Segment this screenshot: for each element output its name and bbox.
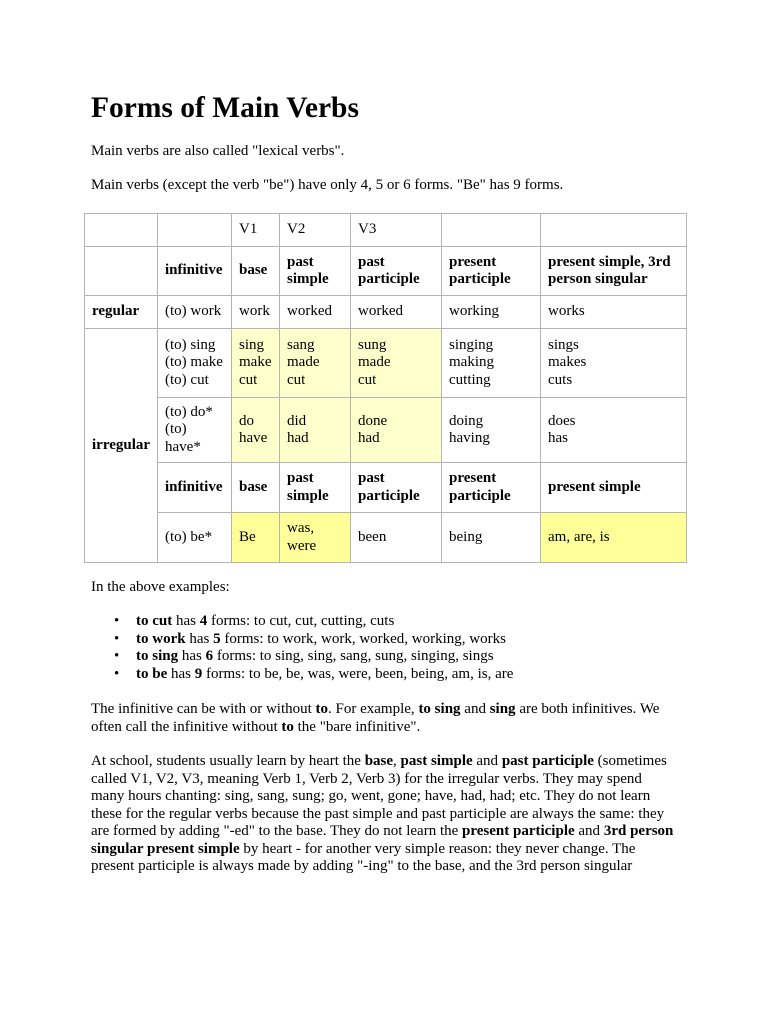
cell-text: V1 — [239, 221, 258, 238]
cell-text: do — [239, 412, 254, 429]
table-cell — [351, 513, 442, 563]
cell-text: made — [358, 354, 391, 371]
cell-text: (to) sing — [165, 336, 216, 353]
bold-text: to sing — [136, 648, 179, 665]
table-row — [85, 296, 687, 329]
cell-text: present simple — [548, 478, 641, 495]
text-run: present participle is always made by adding "-ing" to the base, and the 3rd person singular — [91, 858, 633, 874]
table-cell — [541, 214, 687, 247]
text-run: called V1, V2, V3, meaning Verb 1, Verb 2, Verb 3) for the irregular verbs. They may spend — [91, 770, 642, 787]
cell-text: working — [449, 303, 499, 320]
cell-text: past participle — [358, 253, 420, 287]
table-cell — [232, 296, 280, 329]
text-line — [91, 823, 673, 841]
table-cell — [351, 398, 442, 463]
table-cell — [158, 463, 232, 513]
table-cell — [85, 296, 158, 329]
cell-text: has — [548, 430, 568, 446]
table-cell — [541, 329, 687, 398]
example-item — [91, 631, 513, 649]
cell-text: being — [449, 528, 483, 545]
bold-text: 4 — [199, 613, 208, 629]
cell-text: (to) make — [165, 354, 223, 371]
cell-text: made — [287, 354, 320, 371]
cell-text: worked — [287, 303, 332, 320]
text-run: forms: to cut, cut, cutting, cuts — [207, 613, 395, 629]
table-cell — [351, 463, 442, 513]
bold-text: present participle — [462, 823, 575, 839]
cell-text: singing — [449, 336, 494, 353]
text-line — [91, 771, 673, 789]
text-run: often call the infinitive without — [91, 718, 282, 735]
bold-text: past participle — [501, 753, 594, 769]
cell-text: Be — [239, 528, 256, 545]
text-line — [91, 701, 659, 719]
cell-text: past simple — [287, 253, 329, 287]
table-cell — [232, 398, 280, 463]
cell-text: am, are, is — [548, 528, 610, 545]
text-run: by heart - for another very simple reason: they never change. The — [239, 840, 636, 857]
table-cell — [280, 329, 351, 398]
text-run: has — [185, 630, 214, 647]
text-line — [91, 858, 673, 876]
cell-text: irregular — [92, 436, 151, 453]
cell-text: past participle — [358, 470, 420, 504]
table-cell — [280, 513, 351, 563]
bold-text: 3rd person — [603, 823, 674, 839]
text-run: forms: to work, work, worked, working, works — [220, 630, 506, 647]
cell-text: done — [358, 412, 388, 429]
text-run: are formed by adding "-ed" to the base. They do not learn the — [91, 823, 463, 839]
verb-forms-table — [84, 213, 687, 563]
table-cell — [442, 329, 541, 398]
cell-text: sings — [548, 336, 579, 353]
bold-text: to work — [136, 630, 186, 647]
table-cell — [158, 214, 232, 247]
school-paragraph — [91, 753, 673, 876]
cell-text: base — [239, 478, 268, 495]
table-cell — [541, 247, 687, 296]
table-cell — [351, 296, 442, 329]
bold-text: 9 — [194, 665, 203, 682]
cell-text: sang — [287, 336, 315, 353]
table-cell — [541, 463, 687, 513]
bold-text: 6 — [205, 648, 214, 665]
cell-text: had — [287, 430, 309, 446]
cell-text: work — [239, 303, 270, 320]
text-line — [91, 806, 673, 824]
bold-text: 5 — [213, 630, 221, 647]
table-cell — [442, 247, 541, 296]
text-run: . For example, — [328, 701, 419, 717]
table-cell — [232, 329, 280, 398]
bold-text: to — [281, 718, 294, 735]
text-run: forms: to be, be, was, were, been, being, am, is, are — [202, 665, 514, 682]
table-cell — [351, 329, 442, 398]
text-run: has — [167, 665, 195, 682]
text-run: these for the regular verbs because the past simple and past participle are always the same: they — [91, 805, 665, 822]
table-cell — [158, 296, 232, 329]
table-row — [85, 463, 687, 513]
text-run: the "bare infinitive". — [293, 718, 421, 735]
table-cell — [351, 247, 442, 296]
cell-text: cuts — [548, 371, 573, 388]
verb-forms-table-wrapper — [84, 213, 687, 563]
cell-text: cut — [358, 371, 377, 388]
table-cell — [232, 247, 280, 296]
cell-text: works — [548, 303, 585, 320]
cell-text: V2 — [287, 221, 306, 238]
cell-text: makes — [548, 354, 587, 371]
table-row — [85, 513, 687, 563]
verb-forms-table-body — [85, 214, 687, 563]
table-cell — [442, 463, 541, 513]
table-cell — [158, 513, 232, 563]
cell-text: been — [358, 528, 387, 545]
examples-intro: In the above examples: — [91, 579, 230, 595]
bold-text: past simple — [400, 753, 473, 769]
cell-text: past simple — [287, 470, 329, 504]
cell-text: (to) do* — [165, 403, 213, 420]
table-row — [85, 247, 687, 296]
infinitive-paragraph — [91, 701, 659, 736]
cell-text: (to) have* — [165, 421, 201, 455]
cell-text: (to) work — [165, 303, 222, 320]
bold-text: to — [315, 701, 329, 717]
table-cell — [541, 513, 687, 563]
table-cell — [232, 214, 280, 247]
text-line — [91, 788, 673, 806]
page-title: Forms of Main Verbs — [91, 92, 359, 124]
text-run: and — [574, 823, 604, 839]
text-run: At school, students usually learn by heart the — [91, 753, 365, 769]
cell-text: did — [287, 412, 307, 429]
bold-text: sing — [489, 701, 516, 717]
example-item — [91, 648, 513, 666]
table-cell — [541, 296, 687, 329]
table-cell — [442, 398, 541, 463]
cell-text: cutting — [449, 371, 491, 388]
table-cell — [280, 247, 351, 296]
intro-paragraph-lexical: Main verbs are also called "lexical verbs". — [91, 143, 345, 159]
cell-text: having — [449, 430, 490, 446]
table-cell — [280, 398, 351, 463]
bold-text: singular present simple — [91, 840, 240, 857]
table-cell — [158, 329, 232, 398]
cell-text: was, were — [287, 520, 317, 554]
intro-paragraph-forms: Main verbs (except the verb "be") have only 4, 5 or 6 forms. "Be" has 9 forms. — [91, 177, 564, 193]
cell-text: sing — [239, 336, 265, 353]
cell-text: doing — [449, 412, 484, 429]
example-item — [91, 613, 513, 631]
cell-text: infinitive — [165, 262, 223, 279]
bold-text: base — [364, 753, 394, 769]
cell-text: have — [239, 430, 268, 446]
table-row — [85, 398, 687, 463]
examples-list — [91, 613, 513, 683]
text-run: and — [472, 753, 502, 769]
cell-text: (to) cut — [165, 371, 209, 388]
cell-text: infinitive — [165, 478, 223, 495]
text-line — [91, 841, 673, 859]
bold-text: to sing — [418, 701, 461, 717]
table-cell — [158, 247, 232, 296]
text-run: and — [460, 701, 490, 717]
cell-text: present simple, 3rd person singular — [548, 253, 671, 287]
table-row — [85, 329, 687, 398]
text-run: are both infinitives. We — [515, 701, 660, 717]
cell-text: does — [548, 412, 576, 429]
cell-text: cut — [239, 371, 258, 388]
text-run: (sometimes — [593, 753, 667, 769]
table-cell — [442, 296, 541, 329]
table-cell — [232, 513, 280, 563]
table-cell — [85, 329, 158, 563]
text-line — [91, 753, 673, 771]
table-cell — [280, 214, 351, 247]
text-run: The infinitive can be with or without — [91, 701, 316, 717]
cell-text: present participle — [449, 470, 511, 504]
cell-text: sung — [358, 336, 387, 353]
table-cell — [442, 513, 541, 563]
cell-text: V3 — [358, 221, 377, 238]
cell-text: (to) be* — [165, 528, 213, 545]
table-cell — [442, 214, 541, 247]
cell-text: making — [449, 354, 494, 371]
text-run: many hours chanting: sing, sang, sung; go, went, gone; have, had, had; etc. They do not learn — [91, 788, 651, 804]
text-run: , — [393, 753, 401, 769]
cell-text: make — [239, 354, 272, 371]
text-run: has — [172, 613, 200, 629]
bold-text: to cut — [136, 613, 173, 629]
table-cell — [85, 214, 158, 247]
table-cell — [351, 214, 442, 247]
text-run: has — [178, 648, 206, 665]
cell-text: regular — [92, 303, 140, 320]
example-item — [91, 666, 513, 684]
table-cell — [232, 463, 280, 513]
table-cell — [541, 398, 687, 463]
cell-text: cut — [287, 371, 306, 388]
cell-text: had — [358, 430, 380, 446]
table-row — [85, 214, 687, 247]
cell-text: base — [239, 262, 268, 279]
cell-text: worked — [358, 303, 403, 320]
text-line — [91, 719, 659, 737]
table-cell — [280, 463, 351, 513]
table-cell — [158, 398, 232, 463]
table-cell — [85, 247, 158, 296]
table-cell — [280, 296, 351, 329]
text-run: forms: to sing, sing, sang, sung, singing, sings — [213, 648, 494, 665]
cell-text: present participle — [449, 253, 511, 287]
bold-text: to be — [136, 665, 168, 682]
